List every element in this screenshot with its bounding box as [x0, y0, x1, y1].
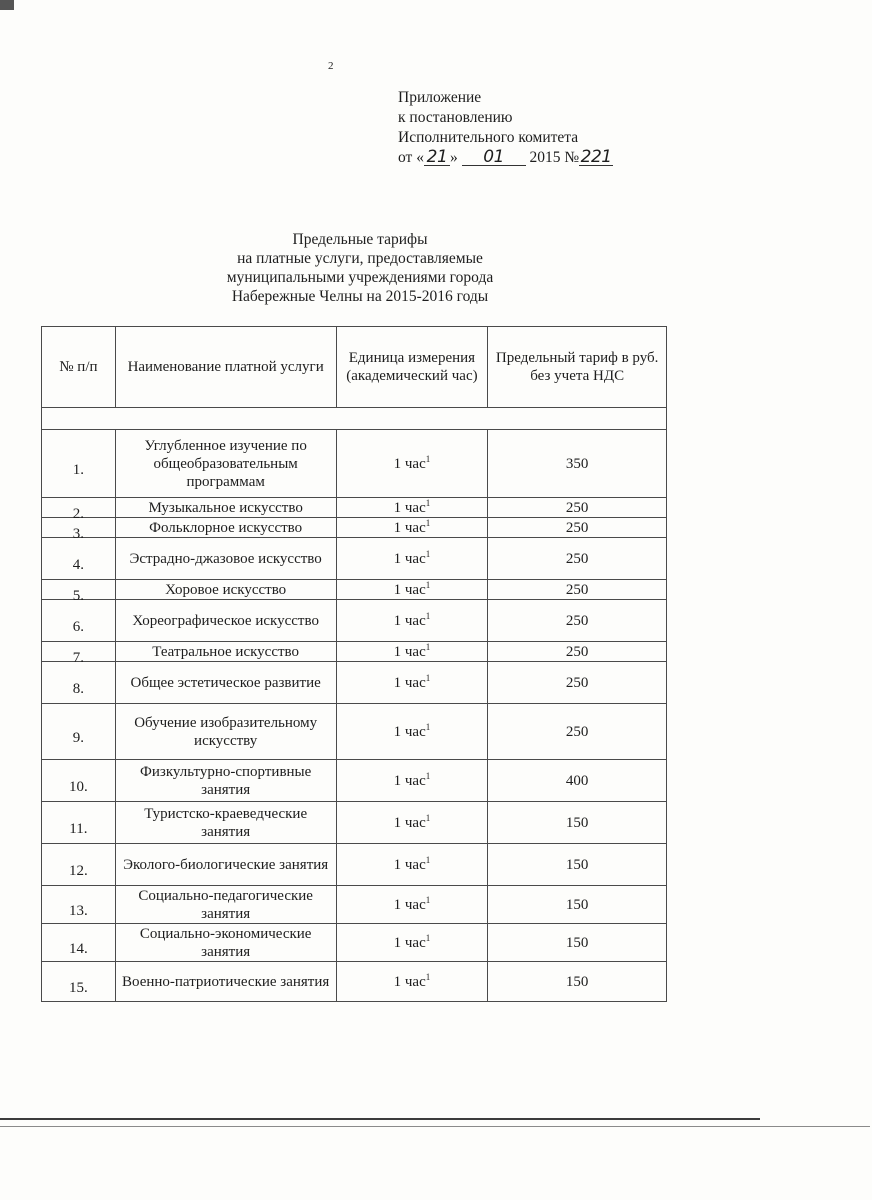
header-service-name: Наименование платной услуги	[115, 327, 336, 408]
row-unit-text: 1 час	[393, 519, 426, 536]
tariffs-table	[41, 326, 667, 1002]
row-number	[42, 498, 116, 522]
row-service-name-text: Туристско-краеведческие занятия	[144, 805, 308, 840]
row-unit	[336, 662, 488, 704]
row-tariff-text: 250	[565, 723, 589, 740]
footnote-marker: 1	[425, 548, 431, 559]
row-unit-text: 1 час	[393, 612, 426, 629]
row-tariff-text: 150	[565, 814, 589, 831]
header-num: № п/п	[42, 327, 116, 408]
appendix-line-3: Исполнительного комитета	[398, 129, 579, 146]
row-number-text: 7.	[72, 649, 85, 666]
date-prefix: от «	[398, 149, 424, 166]
footnote-marker: 1	[425, 932, 431, 943]
row-number	[42, 844, 116, 886]
row-unit	[336, 704, 488, 760]
row-service-name	[115, 886, 336, 924]
row-service-name	[115, 518, 336, 538]
row-service-name-text: Музыкальное искусство	[148, 499, 303, 516]
row-service-name	[115, 924, 336, 962]
row-number-text: 11.	[69, 820, 88, 837]
document-title	[140, 230, 580, 306]
row-service-name	[115, 430, 336, 498]
row-tariff	[488, 886, 667, 924]
row-service-name-text: Социально-педагогические занятия	[138, 887, 313, 922]
table-row	[42, 498, 667, 518]
row-unit-text: 1 час	[393, 455, 426, 472]
row-unit-text: 1 час	[393, 896, 426, 913]
footnote-marker: 1	[425, 971, 431, 982]
footnote-marker: 1	[425, 453, 431, 464]
row-unit-text: 1 час	[393, 772, 426, 789]
footnote-marker: 1	[425, 894, 431, 905]
table-row	[42, 600, 667, 642]
table-row	[42, 662, 667, 704]
row-unit-text: 1 час	[393, 934, 426, 951]
table-row	[42, 962, 667, 1002]
table-row	[42, 430, 667, 498]
row-tariff	[488, 498, 667, 518]
header-tariff: Предельный тариф в руб. без учета НДС	[488, 327, 667, 408]
row-service-name-text: Социально-экономические занятия	[139, 925, 312, 960]
row-unit	[336, 844, 488, 886]
row-service-name-text: Хореографическое искусство	[132, 612, 319, 629]
row-tariff-text: 250	[565, 612, 589, 629]
row-number-text: 12.	[69, 862, 88, 879]
table-row	[42, 704, 667, 760]
row-tariff-text: 150	[565, 856, 589, 873]
row-tariff	[488, 704, 667, 760]
row-tariff-text: 350	[565, 455, 589, 472]
row-unit	[336, 760, 488, 802]
page-number: 2	[328, 60, 334, 72]
row-service-name-text: Эколого-биологические занятия	[123, 856, 329, 873]
doc-number-handwritten: 221	[580, 147, 612, 167]
title-line-2: на платные услуги, предоставляемые	[237, 250, 483, 267]
appendix-date-line	[398, 148, 613, 168]
row-number-text: 4.	[72, 556, 85, 573]
appendix-line-1: Приложение	[398, 89, 482, 106]
row-tariff-text: 400	[565, 772, 589, 789]
row-service-name	[115, 600, 336, 642]
footnote-marker: 1	[425, 672, 431, 683]
row-number-text: 14.	[69, 940, 88, 957]
row-number	[42, 580, 116, 604]
row-service-name	[115, 704, 336, 760]
row-service-name	[115, 580, 336, 600]
row-service-name	[115, 962, 336, 1002]
row-number	[42, 642, 116, 666]
footnote-marker: 1	[425, 517, 431, 528]
row-number	[42, 962, 116, 1002]
row-tariff-text: 250	[565, 643, 589, 660]
row-unit	[336, 498, 488, 518]
title-line-3: муниципальными учреждениями города	[226, 269, 494, 286]
row-tariff	[488, 962, 667, 1002]
table-row	[42, 802, 667, 844]
table-row	[42, 844, 667, 886]
table-row	[42, 538, 667, 580]
table-row	[42, 580, 667, 600]
row-tariff	[488, 924, 667, 962]
footnote-marker: 1	[425, 770, 431, 781]
row-service-name-text: Эстрадно-джазовое искусство	[129, 550, 322, 567]
table-row	[42, 642, 667, 662]
row-unit-text: 1 час	[393, 550, 426, 567]
row-tariff	[488, 538, 667, 580]
row-service-name-text: Военно-патриотические занятия	[122, 973, 330, 990]
row-number-text: 2.	[72, 505, 85, 522]
row-service-name-text: Углубленное изучение по общеобразовательным программам	[144, 437, 307, 490]
row-unit	[336, 580, 488, 600]
scan-corner-mark	[0, 0, 14, 10]
row-service-name	[115, 498, 336, 518]
row-number-text: 10.	[69, 778, 88, 795]
row-number-text: 15.	[69, 979, 88, 996]
row-service-name-text: Общее эстетическое развитие	[130, 674, 321, 691]
row-unit	[336, 886, 488, 924]
table-row	[42, 518, 667, 538]
row-unit	[336, 802, 488, 844]
row-unit	[336, 642, 488, 662]
row-tariff-text: 250	[565, 674, 589, 691]
row-unit-text: 1 час	[393, 674, 426, 691]
date-mid: »	[449, 149, 458, 166]
footnote-marker: 1	[425, 579, 431, 590]
row-number-text: 8.	[72, 680, 85, 697]
row-tariff-text: 250	[565, 550, 589, 567]
row-service-name	[115, 662, 336, 704]
title-line-1: Предельные тарифы	[292, 231, 428, 248]
row-tariff	[488, 802, 667, 844]
row-unit-text: 1 час	[393, 973, 426, 990]
row-tariff	[488, 844, 667, 886]
date-month-handwritten: 01	[462, 149, 526, 166]
row-number	[42, 538, 116, 580]
row-tariff	[488, 518, 667, 538]
row-service-name-text: Физкультурно-спортивные занятия	[140, 763, 312, 798]
footnote-marker: 1	[425, 721, 431, 732]
row-number	[42, 662, 116, 704]
row-number	[42, 760, 116, 802]
table-row	[42, 924, 667, 962]
row-service-name	[115, 802, 336, 844]
row-service-name	[115, 844, 336, 886]
table-body	[42, 408, 667, 1002]
row-tariff-text: 150	[565, 896, 589, 913]
row-number-text: 6.	[72, 618, 85, 635]
footnote-marker: 1	[425, 497, 431, 508]
scan-edge-line	[0, 1118, 760, 1120]
row-service-name-text: Обучение изобразительному искусству	[134, 714, 318, 749]
footnote-marker: 1	[425, 854, 431, 865]
row-tariff	[488, 580, 667, 600]
row-unit-text: 1 час	[393, 581, 426, 598]
row-unit-text: 1 час	[393, 814, 426, 831]
row-tariff-text: 150	[565, 934, 589, 951]
row-tariff-text: 250	[565, 519, 589, 536]
row-unit-text: 1 час	[393, 499, 426, 516]
title-line-4: Набережные Челны на 2015-2016 годы	[231, 288, 489, 305]
row-tariff	[488, 642, 667, 662]
row-service-name	[115, 538, 336, 580]
row-tariff-text: 250	[565, 499, 589, 516]
row-unit-text: 1 час	[393, 856, 426, 873]
row-number	[42, 802, 116, 844]
row-tariff	[488, 600, 667, 642]
table-row	[42, 886, 667, 924]
row-tariff	[488, 430, 667, 498]
row-number-text: 13.	[69, 902, 88, 919]
row-service-name-text: Хоровое искусство	[165, 581, 287, 598]
row-number-text: 3.	[72, 525, 85, 542]
row-service-name-text: Театральное искусство	[152, 643, 300, 660]
footnote-marker: 1	[425, 641, 431, 652]
row-number	[42, 924, 116, 962]
row-number	[42, 886, 116, 924]
row-service-name-text: Фольклорное искусство	[149, 519, 303, 536]
footnote-marker: 1	[425, 812, 431, 823]
row-tariff-text: 250	[565, 581, 589, 598]
row-number-text: 9.	[72, 729, 85, 746]
appendix-line-2: к постановлению	[398, 109, 513, 126]
table-header-row	[42, 327, 667, 408]
row-unit	[336, 600, 488, 642]
date-year: 2015 №	[529, 149, 580, 166]
header-unit: Единица измерения (академический час)	[336, 327, 488, 408]
row-number-text: 5.	[72, 587, 85, 604]
table-spacer-row	[42, 408, 667, 430]
row-number	[42, 430, 116, 498]
table-row	[42, 760, 667, 802]
row-unit-text: 1 час	[393, 643, 426, 660]
row-number	[42, 600, 116, 642]
scan-edge-line-faint	[0, 1126, 870, 1127]
row-unit	[336, 430, 488, 498]
row-number-text: 1.	[72, 461, 85, 478]
row-tariff-text: 150	[565, 973, 589, 990]
row-unit-text: 1 час	[393, 723, 426, 740]
row-number	[42, 704, 116, 760]
row-unit	[336, 962, 488, 1002]
row-unit	[336, 518, 488, 538]
row-service-name	[115, 760, 336, 802]
date-day-handwritten: 21	[424, 149, 450, 166]
row-service-name	[115, 642, 336, 662]
row-tariff	[488, 662, 667, 704]
row-tariff	[488, 760, 667, 802]
appendix-header	[398, 88, 613, 168]
footnote-marker: 1	[425, 610, 431, 621]
row-unit	[336, 538, 488, 580]
row-unit	[336, 924, 488, 962]
